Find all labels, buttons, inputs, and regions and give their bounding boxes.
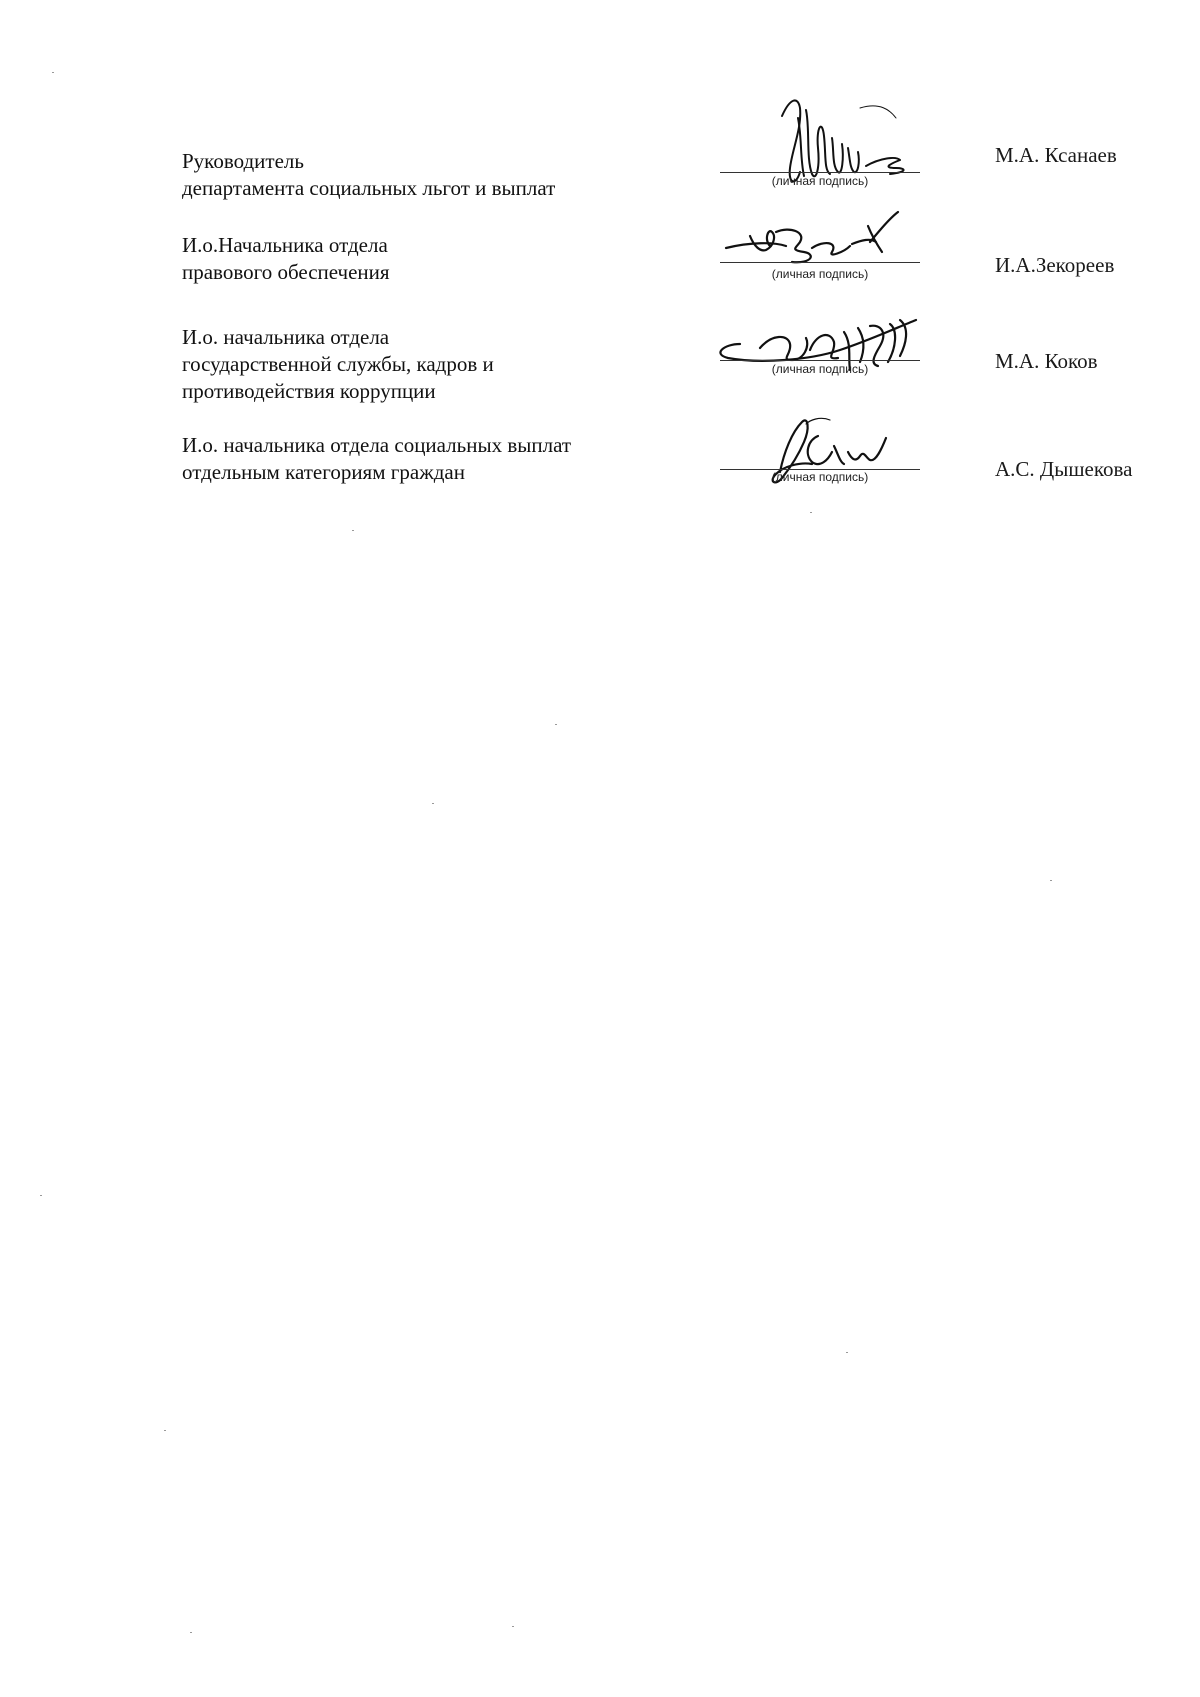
position-line: правового обеспечения — [182, 260, 390, 284]
position-line: И.о.Начальника отдела — [182, 233, 388, 257]
scan-speck — [40, 1195, 42, 1196]
signer-name: И.А.Зекореев — [995, 253, 1115, 277]
scan-speck — [52, 72, 54, 73]
scan-speck — [432, 803, 434, 804]
signer-name: М.А. Ксанаев — [995, 143, 1117, 167]
signature-caption: (личная подпись) — [771, 470, 869, 484]
position-line: И.о. начальника отдела социальных выплат — [182, 433, 572, 457]
signature-line — [720, 172, 920, 173]
position-line: Руководитель — [182, 149, 304, 173]
position-title — [182, 432, 702, 486]
scan-speck — [555, 724, 557, 725]
position-line: государственной службы, кадров и — [182, 352, 494, 376]
position-line: департамента социальных льгот и выплат — [182, 176, 556, 200]
signer-name: А.С. Дышекова — [995, 457, 1133, 481]
signature-caption: (личная подпись) — [771, 174, 869, 188]
handwritten-signature-image — [720, 412, 940, 522]
scan-speck — [190, 1632, 192, 1633]
position-line: отдельным категориям граждан — [182, 460, 465, 484]
signature-line — [720, 262, 920, 263]
signature-block — [720, 212, 920, 322]
scan-speck — [810, 512, 812, 513]
position-title — [182, 148, 702, 202]
signature-block — [720, 412, 920, 522]
signature-block — [720, 310, 920, 420]
position-line: противодействия коррупции — [182, 379, 436, 403]
position-title — [182, 232, 702, 286]
scan-speck — [1050, 880, 1052, 881]
scan-speck — [846, 1352, 848, 1353]
signer-name: М.А. Коков — [995, 349, 1098, 373]
signature-block — [720, 88, 920, 198]
scan-speck — [352, 530, 354, 531]
scan-speck — [164, 1430, 166, 1431]
signature-line — [720, 360, 920, 361]
scan-speck — [512, 1626, 514, 1627]
position-line: И.о. начальника отдела — [182, 325, 390, 349]
signature-caption: (личная подпись) — [771, 362, 869, 376]
position-title — [182, 324, 702, 405]
signature-caption: (личная подпись) — [771, 267, 869, 281]
